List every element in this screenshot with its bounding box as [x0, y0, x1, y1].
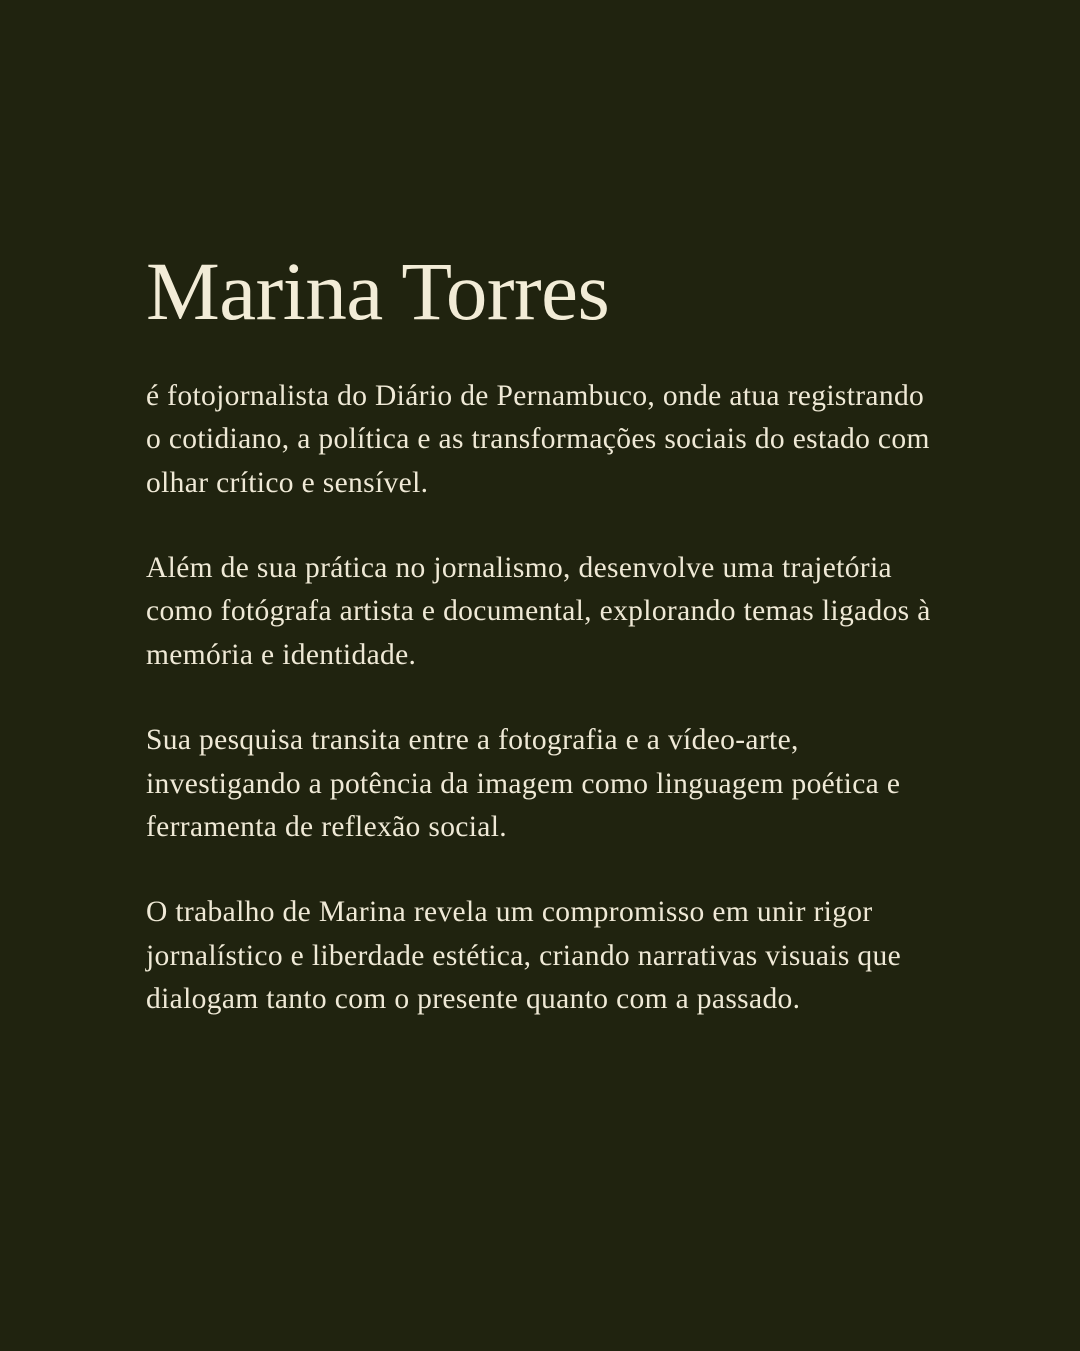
- bio-paragraph-3: Sua pesquisa transita entre a fotografia e a vídeo-arte, investigando a potência da imagem como linguagem poética e ferramenta de reflexão social.: [146, 724, 901, 843]
- bio-paragraph-4: O trabalho de Marina revela um compromisso em unir rigor jornalístico e liberdade estética, criando narrativas visuais que dialogam tanto com o presente quanto com a passado.: [146, 896, 902, 1015]
- page-title: Marina Torres: [146, 245, 610, 337]
- bio-paragraph-1: é fotojornalista do Diário de Pernambuco, onde atua registrando o cotidiano, a política e as transformações sociais do estado com olhar crítico e sensível.: [146, 380, 930, 499]
- bio-text: [146, 375, 934, 1021]
- bio-paragraph-2: Além de sua prática no jornalismo, desenvolve uma trajetória como fotógrafa artista e documental, explorando temas ligados à memória e identidade.: [146, 552, 931, 671]
